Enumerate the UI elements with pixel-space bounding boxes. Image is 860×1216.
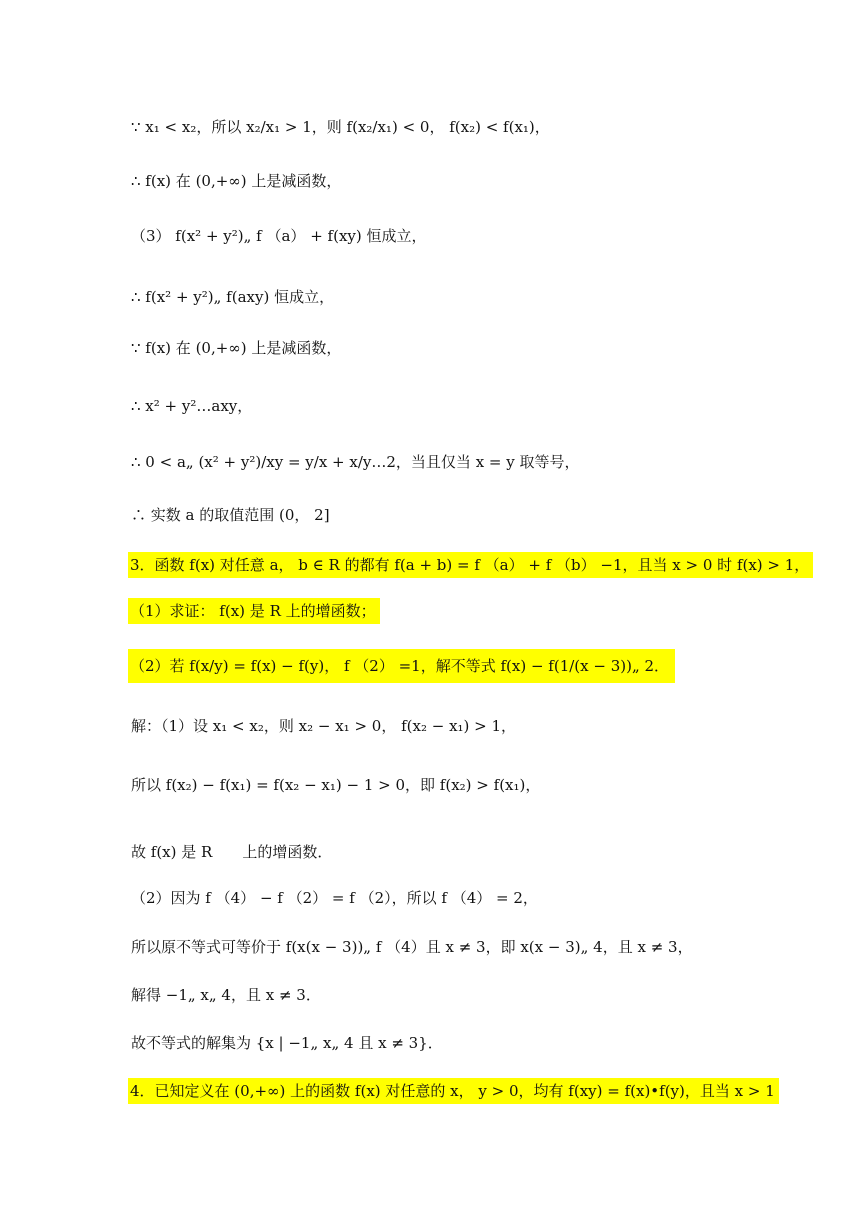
proof-line-2: ∴ f(x) 在 (0,+∞) 上是减函数，	[131, 172, 342, 190]
highlighted-text: （1）求证： f(x) 是 R 上的增函数；	[128, 598, 380, 624]
highlighted-text: 4．已知定义在 (0,+∞) 上的函数 f(x) 对任意的 x， y > 0，均有 f(xy) = f(x)•f(y)，且当 x > 1	[128, 1078, 779, 1104]
problem-3-statement	[131, 555, 813, 575]
problem-3-part-2	[131, 656, 675, 676]
solution-line-6: 解得 −1„ x„ 4，且 x ≠ 3．	[131, 986, 321, 1004]
solution-line-5: 所以原不等式可等价于 f(x(x − 3))„ f （4）且 x ≠ 3，即 x(x − 3)„ 4，且 x ≠ 3，	[131, 938, 693, 956]
part3-derivation-3: ∴ x² + y²…axy，	[131, 397, 253, 415]
part3-conclusion: ∴ 实数 a 的取值范围 (0， 2]	[131, 506, 330, 524]
solution-line-4: （2）因为 f （4） − f （2） = f （2），所以 f （4） = 2，	[131, 889, 538, 907]
solution-line-3: 故 f(x) 是 R 上的增函数．	[131, 843, 333, 861]
solution-line-2: 所以 f(x₂) − f(x₁) = f(x₂ − x₁) − 1 > 0，即 f(x₂) > f(x₁)，	[131, 776, 541, 794]
part3-derivation-4: ∴ 0 < a„ (x² + y²)/xy = y/x + x/y…2，当且仅当 x = y 取等号，	[131, 453, 580, 471]
part3-derivation-2: ∵ f(x) 在 (0,+∞) 上是减函数，	[131, 339, 342, 357]
highlighted-text: （2）若 f(x/y) = f(x) − f(y)， f （2） =1，解不等式 f(x) − f(1/(x − 3))„ 2．	[128, 649, 675, 683]
part3-line: （3） f(x² + y²)„ f （a） + f(xy) 恒成立，	[131, 227, 427, 245]
part3-derivation-1: ∴ f(x² + y²)„ f(axy) 恒成立，	[131, 288, 335, 306]
solution-line-1: 解：（1）设 x₁ < x₂，则 x₂ − x₁ > 0， f(x₂ − x₁) > 1，	[131, 717, 517, 735]
highlighted-text: 3．函数 f(x) 对任意 a， b ∈ R 的都有 f(a + b) = f （a） + f （b） −1，且当 x > 0 时 f(x) > 1，	[128, 552, 813, 578]
solution-line-7: 故不等式的解集为 {x | −1„ x„ 4 且 x ≠ 3}．	[131, 1034, 443, 1052]
problem-3-part-1	[131, 601, 380, 621]
problem-4-statement	[131, 1081, 779, 1101]
proof-line-1: ∵ x₁ < x₂，所以 x₂/x₁ > 1，则 f(x₂/x₁) < 0， f(x₂) < f(x₁)，	[131, 118, 550, 136]
